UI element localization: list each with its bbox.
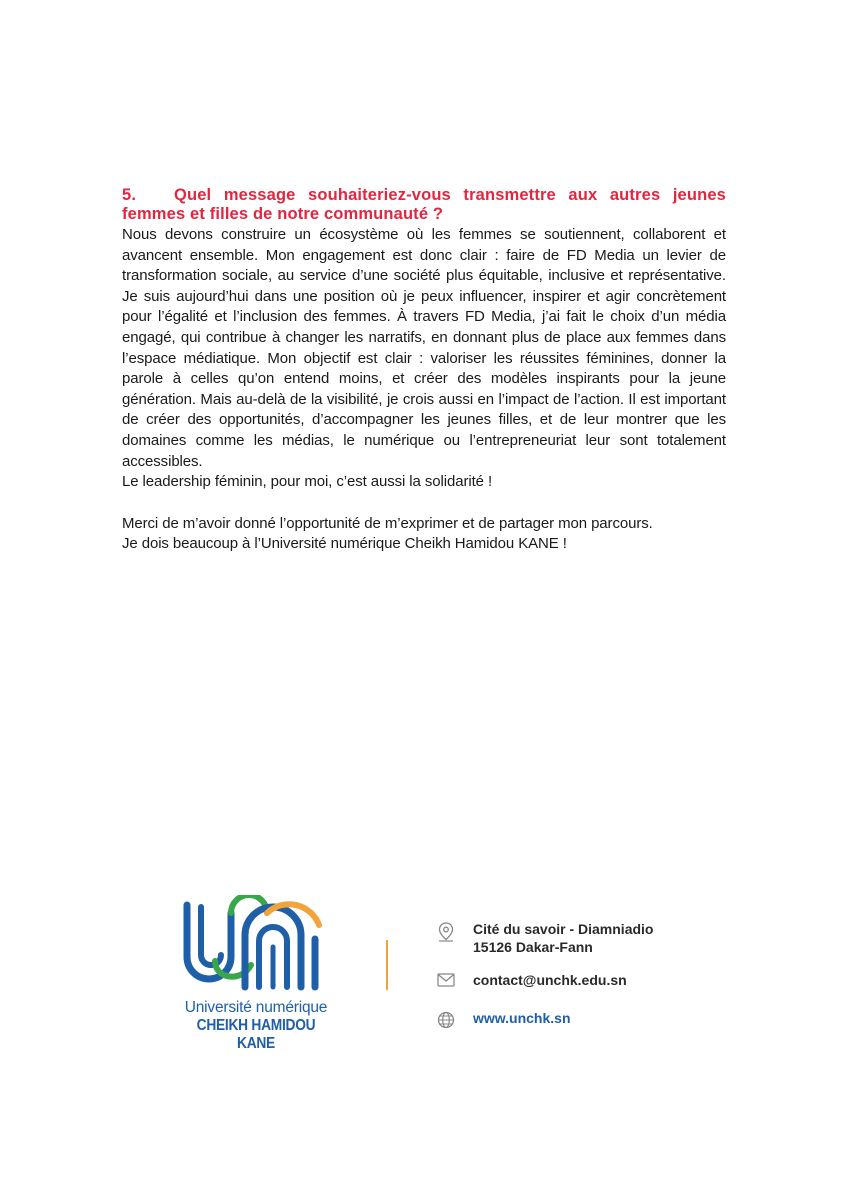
question-text: Quel message souhaiteriez-vous transmettre aux autres jeunes femmes et filles de notre communauté ?: [122, 186, 726, 223]
email-link[interactable]: contact@unchk.edu.sn: [473, 972, 627, 988]
thanks-line-1: Merci de m’avoir donné l’opportunité de m’exprimer et de partager mon parcours.: [122, 514, 653, 532]
address-line-1: Cité du savoir - Diamniadio: [473, 921, 654, 937]
footer-divider: [386, 940, 388, 990]
logo-university-label: Université numérique: [184, 999, 328, 1016]
article-section: [122, 186, 726, 555]
email-row[interactable]: [437, 971, 767, 989]
question-number: 5.: [122, 186, 137, 204]
unchk-logo-mark-icon: [179, 895, 333, 997]
question-heading: [122, 186, 726, 224]
contact-block: [437, 920, 767, 1027]
envelope-icon: [437, 973, 455, 987]
thanks-line-2: Je dois beaucoup à l’Université numérique Cheikh Hamidou KANE !: [122, 535, 567, 553]
logo-university-name: CHEIKH HAMIDOU KANE: [196, 1017, 316, 1052]
website-link[interactable]: www.unchk.sn: [473, 1010, 571, 1026]
address-line-2: 15126 Dakar-Fann: [473, 939, 593, 955]
answer-closing-line: Le leadership féminin, pour moi, c’est aussi la solidarité !: [122, 473, 493, 491]
website-row[interactable]: [437, 1009, 767, 1027]
globe-icon: [437, 1011, 455, 1029]
location-pin-icon: [437, 922, 455, 942]
university-logo: [174, 895, 338, 1052]
address-row: [437, 920, 767, 956]
answer-paragraph: [122, 225, 726, 493]
answer-body: Nous devons construire un écosystème où les femmes se soutiennent, collaborent et avancent ensemble. Mon engagement est donc clair : faire de FD Media un levier de transformation sociale, au service d’une société plus équitable, inclusive et représentative. Je suis aujourd’hui dans une position où je peux influencer, inspirer et agir concrètement pour l’égalité et l’inclusion des femmes. À travers FD Media, j’ai fait le choix d’un média engagé, qui contribue à changer les narratifs, en donnant plus de place aux femmes dans l’espace médiatique. Mon objectif est clair : valoriser les réussites féminines, donner la parole à celles qu’on entend moins, et créer des modèles inspirants pour la jeune génération. Mais au-delà de la visibilité, je crois aussi en l’impact de l’action. Il est important de créer des opportunités, d’accompagner les jeunes filles, et de leur montrer que les domaines comme les médias, le numérique ou l’entrepreneuriat leur sont totalement accessibles.: [122, 226, 726, 470]
thanks-paragraph: [122, 514, 726, 555]
